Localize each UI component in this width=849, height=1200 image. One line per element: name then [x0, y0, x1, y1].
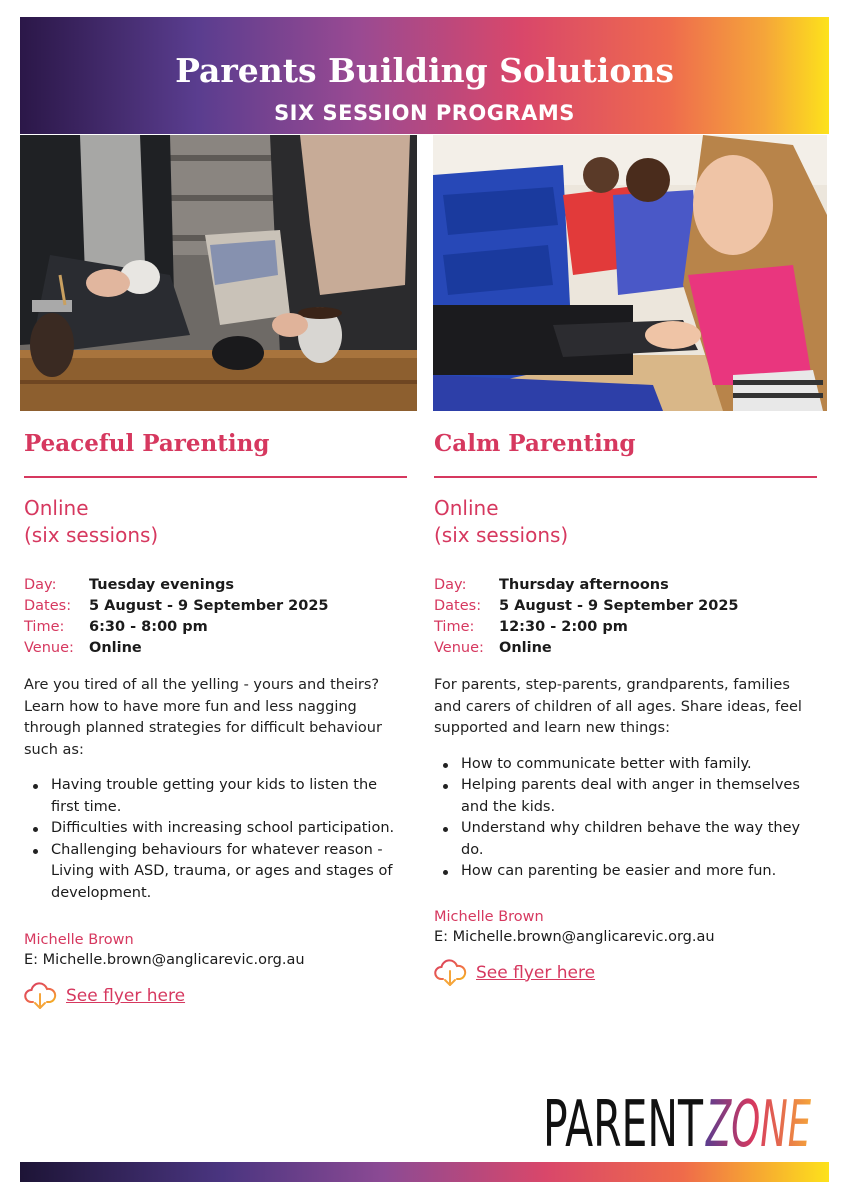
- program-format: [434, 495, 819, 549]
- detail-label: Day:: [24, 577, 57, 593]
- detail-value: Online: [89, 640, 142, 656]
- detail-dates: [434, 596, 819, 617]
- page-title: Parents Building Solutions: [175, 51, 674, 90]
- list-item: How can parenting be easier and more fun.: [461, 861, 819, 883]
- cloud-download-icon: [434, 959, 467, 987]
- detail-label: Dates:: [24, 598, 72, 614]
- flyer-download[interactable]: [434, 959, 819, 987]
- detail-label: Venue:: [24, 640, 74, 656]
- header-banner: [20, 17, 829, 134]
- logo-part-zone: ZONE: [704, 1088, 812, 1150]
- program-bullets: [434, 754, 819, 883]
- list-item: Difficulties with increasing school participation.: [51, 818, 409, 840]
- program-details: [434, 575, 819, 659]
- see-flyer-link[interactable]: See flyer here: [66, 986, 186, 1006]
- detail-label: Dates:: [434, 598, 482, 614]
- detail-value: Tuesday evenings: [89, 577, 235, 593]
- detail-day: [24, 575, 409, 596]
- footer-gradient-bar: [20, 1162, 829, 1182]
- program-bullets: [24, 775, 409, 904]
- list-item: Helping parents deal with anger in themselves and the kids.: [461, 775, 819, 818]
- detail-time: [434, 617, 819, 638]
- program-peaceful-parenting: [24, 430, 409, 1010]
- detail-value: 6:30 - 8:00 pm: [89, 619, 208, 635]
- program-title: Calm Parenting: [434, 430, 636, 457]
- flyer-download[interactable]: [24, 982, 409, 1010]
- program-calm-parenting: [434, 430, 819, 987]
- page-subtitle: SIX SESSION PROGRAMS: [274, 101, 575, 125]
- parentzone-logo: [543, 1088, 813, 1150]
- detail-value: Thursday afternoons: [499, 577, 669, 593]
- format-mode: Online: [434, 496, 499, 520]
- detail-venue: [24, 638, 409, 659]
- contact-block: [24, 930, 409, 970]
- format-sessions: (six sessions): [434, 523, 569, 547]
- detail-day: [434, 575, 819, 596]
- list-item: Understand why children behave the way they do.: [461, 818, 819, 861]
- format-mode: Online: [24, 496, 89, 520]
- photo-parents-coffee: [20, 135, 417, 411]
- list-item: Challenging behaviours for whatever reason - Living with ASD, trauma, or ages and stages of development.: [51, 840, 409, 905]
- photo-children-laptops: [433, 135, 827, 411]
- detail-value: Online: [499, 640, 552, 656]
- detail-label: Day:: [434, 577, 467, 593]
- detail-label: Time:: [434, 619, 475, 635]
- list-item: How to communicate better with family.: [461, 754, 819, 776]
- detail-label: Venue:: [434, 640, 484, 656]
- detail-value: 5 August - 9 September 2025: [89, 598, 329, 614]
- format-sessions: (six sessions): [24, 523, 159, 547]
- see-flyer-link[interactable]: See flyer here: [476, 962, 596, 983]
- program-intro: Are you tired of all the yelling - yours and theirs? Learn how to have more fun and less nagging through planned strategies for difficult behaviour such as:: [24, 677, 382, 758]
- detail-value: 5 August - 9 September 2025: [499, 598, 739, 614]
- detail-label: Time:: [24, 619, 65, 635]
- list-item: Having trouble getting your kids to listen the first time.: [51, 775, 409, 818]
- detail-dates: [24, 596, 409, 617]
- program-title: Peaceful Parenting: [24, 430, 270, 457]
- detail-value: 12:30 - 2:00 pm: [499, 619, 628, 635]
- program-details: [24, 575, 409, 659]
- cloud-download-icon: [24, 982, 57, 1010]
- logo-part-parent: PARENT: [543, 1088, 704, 1150]
- program-format: [24, 495, 409, 549]
- contact-email[interactable]: E: Michelle.brown@anglicarevic.org.au: [24, 952, 305, 968]
- contact-block: [434, 907, 819, 947]
- detail-time: [24, 617, 409, 638]
- program-intro: For parents, step-parents, grandparents, families and carers of children of all ages. Share ideas, feel supported and learn new things:: [434, 677, 802, 736]
- contact-name: Michelle Brown: [434, 908, 544, 925]
- title-divider: [434, 476, 817, 478]
- title-divider: [24, 476, 407, 478]
- contact-name: Michelle Brown: [24, 932, 134, 948]
- contact-email[interactable]: E: Michelle.brown@anglicarevic.org.au: [434, 928, 715, 945]
- detail-venue: [434, 638, 819, 659]
